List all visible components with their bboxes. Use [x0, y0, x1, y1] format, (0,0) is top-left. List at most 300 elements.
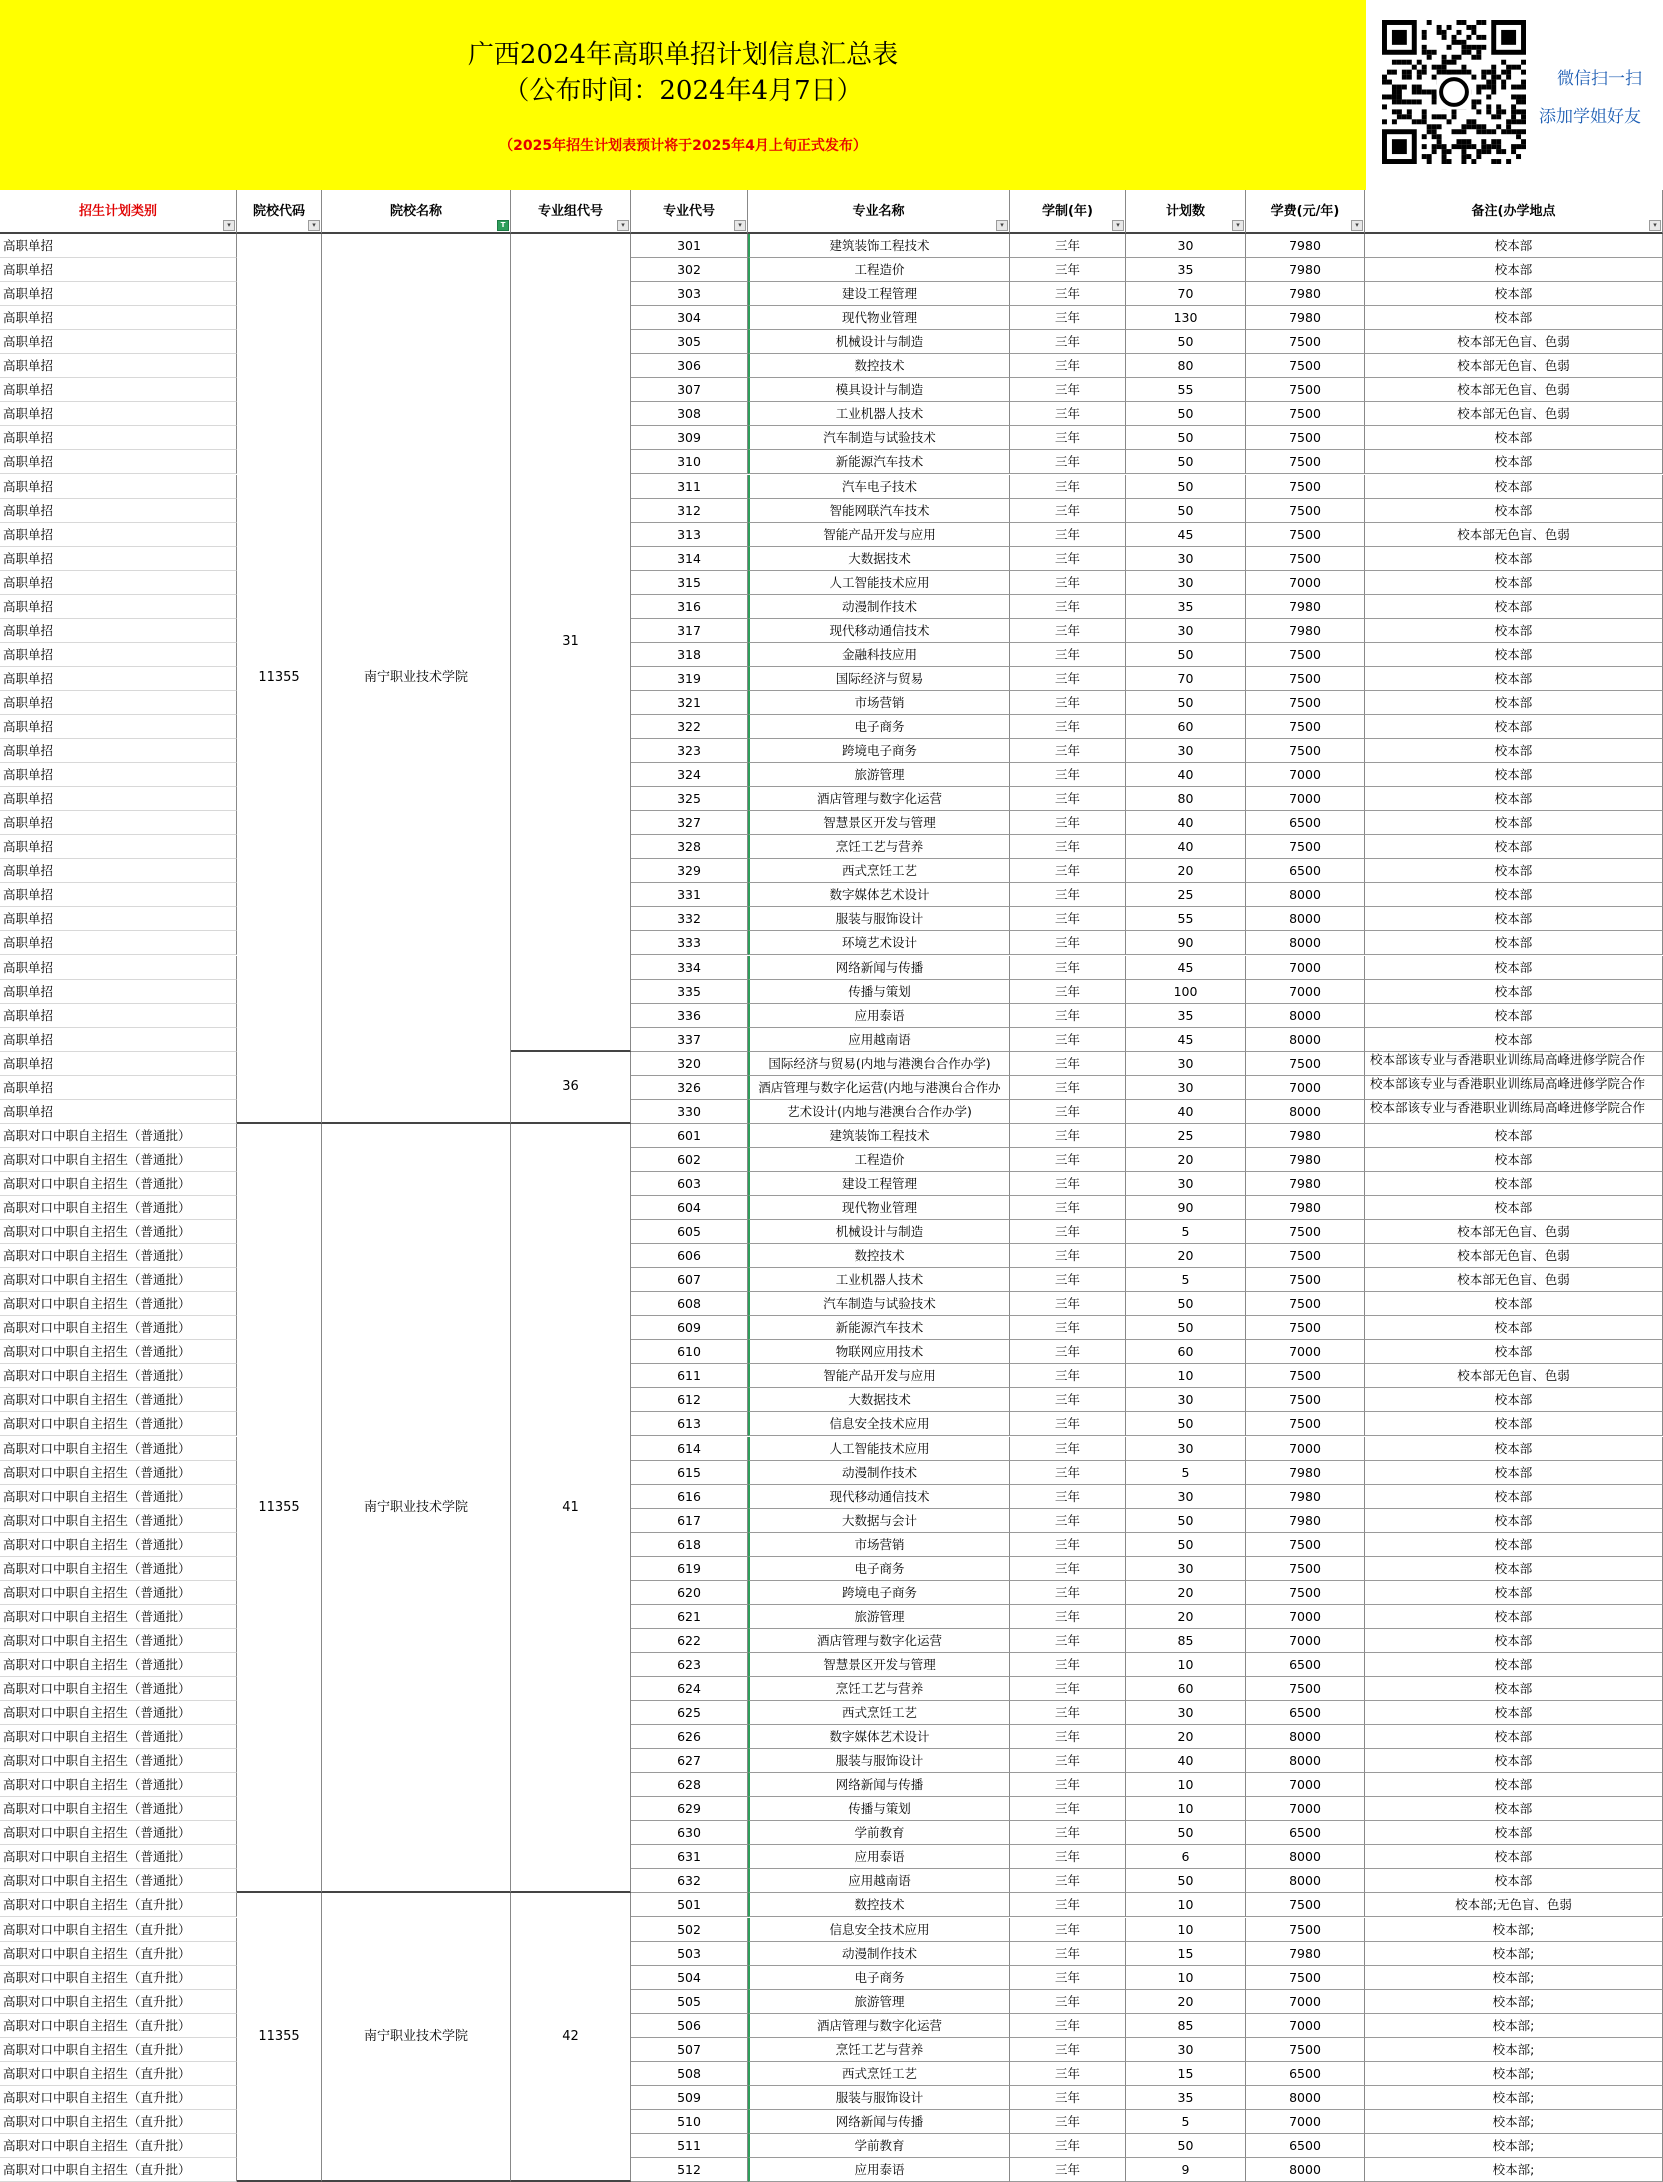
page-title: 广西2024年高职单招计划信息汇总表: [467, 40, 899, 70]
major-name-cell: 市场营销: [748, 691, 1010, 715]
qr-code-icon: [1382, 20, 1526, 164]
group-code-cell: 41: [511, 1124, 631, 1894]
tuition-cell: 7500: [1246, 378, 1365, 402]
remark-cell: 校本部: [1365, 1845, 1663, 1869]
major-code-cell: 337: [631, 1028, 748, 1052]
plan-count-cell: 50: [1126, 330, 1246, 354]
major-code-cell: 306: [631, 354, 748, 378]
tuition-cell: 8000: [1246, 907, 1365, 931]
major-name-cell: 服装与服饰设计: [748, 1749, 1010, 1773]
plan-count-cell: 30: [1126, 739, 1246, 763]
major-name-cell: 建筑装饰工程技术: [748, 1124, 1010, 1148]
plan-count-cell: 50: [1126, 1869, 1246, 1893]
plan-count-cell: 50: [1126, 2134, 1246, 2158]
plan-count-cell: 30: [1126, 1388, 1246, 1412]
remark-cell: 校本部: [1365, 1533, 1663, 1557]
major-code-cell: 611: [631, 1364, 748, 1388]
major-name-cell: 现代物业管理: [748, 306, 1010, 330]
duration-cell: 三年: [1010, 1629, 1126, 1653]
tuition-cell: 7500: [1246, 1581, 1365, 1605]
tuition-cell: 7500: [1246, 1388, 1365, 1412]
plan-category-cell: 高职对口中职自主招生（普通批）: [0, 1701, 237, 1725]
major-name-cell: 大数据与会计: [748, 1509, 1010, 1533]
major-code-cell: 302: [631, 258, 748, 282]
remark-cell: 校本部;: [1365, 2038, 1663, 2062]
remark-cell: 校本部: [1365, 282, 1663, 306]
major-name-cell: 现代移动通信技术: [748, 1485, 1010, 1509]
plan-count-cell: 50: [1126, 1412, 1246, 1436]
remark-cell: 校本部: [1365, 787, 1663, 811]
plan-category-cell: 高职对口中职自主招生（普通批）: [0, 1629, 237, 1653]
major-code-cell: 608: [631, 1292, 748, 1316]
plan-category-cell: 高职对口中职自主招生（普通批）: [0, 1509, 237, 1533]
major-code-cell: 331: [631, 883, 748, 907]
major-name-cell: 市场营销: [748, 1533, 1010, 1557]
plan-count-cell: 10: [1126, 1364, 1246, 1388]
tuition-cell: 7500: [1246, 523, 1365, 547]
plan-count-cell: 130: [1126, 306, 1246, 330]
plan-category-cell: 高职单招: [0, 980, 237, 1004]
school-code-cell: 11355: [237, 1893, 322, 2182]
major-name-cell: 网络新闻与传播: [748, 2110, 1010, 2134]
duration-cell: 三年: [1010, 1918, 1126, 1942]
duration-cell: 三年: [1010, 2134, 1126, 2158]
plan-category-cell: 高职对口中职自主招生（普通批）: [0, 1653, 237, 1677]
plan-category-cell: 高职对口中职自主招生（直升批）: [0, 1918, 237, 1942]
remark-cell: 校本部无色盲、色弱: [1365, 1268, 1663, 1292]
plan-category-cell: 高职单招: [0, 956, 237, 980]
major-name-cell: 工业机器人技术: [748, 402, 1010, 426]
plan-category-cell: 高职单招: [0, 282, 237, 306]
tuition-cell: 7500: [1246, 547, 1365, 571]
tuition-cell: 6500: [1246, 1653, 1365, 1677]
tuition-cell: 7500: [1246, 715, 1365, 739]
plan-count-cell: 55: [1126, 378, 1246, 402]
duration-cell: 三年: [1010, 1942, 1126, 1966]
plan-category-cell: 高职对口中职自主招生（普通批）: [0, 1845, 237, 1869]
remark-cell: 校本部无色盲、色弱: [1365, 354, 1663, 378]
duration-cell: 三年: [1010, 450, 1126, 474]
tuition-cell: 7500: [1246, 1966, 1365, 1990]
plan-category-cell: 高职对口中职自主招生（直升批）: [0, 1966, 237, 1990]
remark-cell: 校本部无色盲、色弱: [1365, 378, 1663, 402]
remark-cell: 校本部该专业与香港职业训练局高峰进修学院合作: [1365, 1100, 1663, 1124]
tuition-cell: 7000: [1246, 1990, 1365, 2014]
remark-cell: 校本部: [1365, 1821, 1663, 1845]
duration-cell: 三年: [1010, 667, 1126, 691]
plan-count-cell: 30: [1126, 234, 1246, 258]
duration-cell: 三年: [1010, 354, 1126, 378]
column-header: 专业代号 ▾: [631, 190, 748, 234]
major-code-cell: 510: [631, 2110, 748, 2134]
duration-cell: 三年: [1010, 715, 1126, 739]
plan-category-cell: 高职单招: [0, 402, 237, 426]
major-code-cell: 620: [631, 1581, 748, 1605]
tuition-cell: 7980: [1246, 258, 1365, 282]
major-code-cell: 606: [631, 1244, 748, 1268]
remark-cell: 校本部无色盲、色弱: [1365, 1220, 1663, 1244]
tuition-cell: 7500: [1246, 643, 1365, 667]
duration-cell: 三年: [1010, 1172, 1126, 1196]
remark-cell: 校本部: [1365, 426, 1663, 450]
duration-cell: 三年: [1010, 475, 1126, 499]
plan-category-cell: 高职单招: [0, 739, 237, 763]
major-name-cell: 应用泰语: [748, 2158, 1010, 2182]
major-name-cell: 旅游管理: [748, 1990, 1010, 2014]
major-code-cell: 310: [631, 450, 748, 474]
remark-cell: 校本部: [1365, 571, 1663, 595]
duration-cell: 三年: [1010, 547, 1126, 571]
plan-category-cell: 高职单招: [0, 330, 237, 354]
tuition-cell: 6500: [1246, 859, 1365, 883]
tuition-cell: 7000: [1246, 2014, 1365, 2038]
tuition-cell: 7000: [1246, 1629, 1365, 1653]
plan-category-cell: 高职单招: [0, 619, 237, 643]
duration-cell: 三年: [1010, 1076, 1126, 1100]
tuition-cell: 7980: [1246, 1461, 1365, 1485]
tuition-cell: 7500: [1246, 1292, 1365, 1316]
major-name-cell: 国际经济与贸易(内地与港澳台合作办学): [748, 1052, 1010, 1076]
remark-cell: 校本部: [1365, 1749, 1663, 1773]
filter-dropdown-icon[interactable]: ▾: [1112, 220, 1124, 231]
major-name-cell: 信息安全技术应用: [748, 1918, 1010, 1942]
duration-cell: 三年: [1010, 1533, 1126, 1557]
plan-category-cell: 高职单招: [0, 571, 237, 595]
group-code-cell: 36: [511, 1052, 631, 1124]
tuition-cell: 7000: [1246, 2110, 1365, 2134]
major-name-cell: 应用越南语: [748, 1869, 1010, 1893]
major-code-cell: 628: [631, 1773, 748, 1797]
plan-category-cell: 高职对口中职自主招生（直升批）: [0, 2062, 237, 2086]
plan-category-cell: 高职对口中职自主招生（普通批）: [0, 1316, 237, 1340]
duration-cell: 三年: [1010, 980, 1126, 1004]
remark-cell: 校本部无色盲、色弱: [1365, 523, 1663, 547]
plan-category-cell: 高职对口中职自主招生（直升批）: [0, 1893, 237, 1917]
tuition-cell: 8000: [1246, 1869, 1365, 1893]
tuition-cell: 6500: [1246, 2062, 1365, 2086]
remark-cell: 校本部无色盲、色弱: [1365, 402, 1663, 426]
duration-cell: 三年: [1010, 378, 1126, 402]
duration-cell: 三年: [1010, 1196, 1126, 1220]
duration-cell: 三年: [1010, 835, 1126, 859]
duration-cell: 三年: [1010, 1100, 1126, 1124]
plan-count-cell: 15: [1126, 2062, 1246, 2086]
major-code-cell: 311: [631, 475, 748, 499]
plan-count-cell: 35: [1126, 258, 1246, 282]
tuition-cell: 7980: [1246, 234, 1365, 258]
major-code-cell: 324: [631, 763, 748, 787]
major-name-cell: 动漫制作技术: [748, 595, 1010, 619]
major-name-cell: 西式烹饪工艺: [748, 2062, 1010, 2086]
duration-cell: 三年: [1010, 571, 1126, 595]
plan-count-cell: 70: [1126, 282, 1246, 306]
major-name-cell: 新能源汽车技术: [748, 450, 1010, 474]
duration-cell: 三年: [1010, 787, 1126, 811]
tuition-cell: 8000: [1246, 2158, 1365, 2182]
major-code-cell: 322: [631, 715, 748, 739]
tuition-cell: 7980: [1246, 595, 1365, 619]
duration-cell: 三年: [1010, 2158, 1126, 2182]
school-name-cell: 南宁职业技术学院: [322, 1124, 511, 1894]
duration-cell: 三年: [1010, 2014, 1126, 2038]
remark-cell: 校本部;: [1365, 2086, 1663, 2110]
plan-count-cell: 50: [1126, 1821, 1246, 1845]
remark-cell: 校本部: [1365, 1148, 1663, 1172]
remark-cell: 校本部: [1365, 1340, 1663, 1364]
major-name-cell: 物联网应用技术: [748, 1340, 1010, 1364]
plan-count-cell: 80: [1126, 787, 1246, 811]
major-code-cell: 503: [631, 1942, 748, 1966]
plan-count-cell: 35: [1126, 2086, 1246, 2110]
plan-category-cell: 高职单招: [0, 763, 237, 787]
tuition-cell: 7500: [1246, 1268, 1365, 1292]
major-code-cell: 629: [631, 1797, 748, 1821]
filter-dropdown-icon[interactable]: T: [497, 220, 509, 231]
filter-dropdown-icon[interactable]: ▾: [223, 220, 235, 231]
remark-cell: 校本部: [1365, 859, 1663, 883]
duration-cell: 三年: [1010, 1244, 1126, 1268]
major-name-cell: 人工智能技术应用: [748, 571, 1010, 595]
remark-cell: 校本部: [1365, 1725, 1663, 1749]
plan-count-cell: 40: [1126, 811, 1246, 835]
plan-count-cell: 10: [1126, 1773, 1246, 1797]
duration-cell: 三年: [1010, 1485, 1126, 1509]
duration-cell: 三年: [1010, 1821, 1126, 1845]
notice-text: （2025年招生计划表预计将于2025年4月上旬正式发布）: [499, 138, 867, 154]
remark-cell: 校本部;: [1365, 2158, 1663, 2182]
column-header: 专业名称 ▾: [748, 190, 1010, 234]
plan-category-cell: 高职对口中职自主招生（普通批）: [0, 1485, 237, 1509]
duration-cell: 三年: [1010, 1605, 1126, 1629]
major-name-cell: 酒店管理与数字化运营: [748, 1629, 1010, 1653]
plan-category-cell: 高职单招: [0, 475, 237, 499]
plan-category-cell: 高职对口中职自主招生（直升批）: [0, 1942, 237, 1966]
tuition-cell: 7500: [1246, 330, 1365, 354]
tuition-cell: 7980: [1246, 1124, 1365, 1148]
major-name-cell: 汽车制造与试验技术: [748, 426, 1010, 450]
tuition-cell: 6500: [1246, 1701, 1365, 1725]
major-name-cell: 智慧景区开发与管理: [748, 1653, 1010, 1677]
tuition-cell: 7000: [1246, 1773, 1365, 1797]
major-name-cell: 传播与策划: [748, 1797, 1010, 1821]
plan-category-cell: 高职单招: [0, 426, 237, 450]
filter-dropdown-icon[interactable]: ▾: [734, 220, 746, 231]
remark-cell: 校本部: [1365, 956, 1663, 980]
major-name-cell: 现代物业管理: [748, 1196, 1010, 1220]
duration-cell: 三年: [1010, 234, 1126, 258]
plan-count-cell: 20: [1126, 1725, 1246, 1749]
plan-category-cell: 高职单招: [0, 667, 237, 691]
major-name-cell: 旅游管理: [748, 763, 1010, 787]
tuition-cell: 7000: [1246, 1797, 1365, 1821]
plan-count-cell: 35: [1126, 595, 1246, 619]
plan-count-cell: 30: [1126, 1485, 1246, 1509]
tuition-cell: 8000: [1246, 883, 1365, 907]
duration-cell: 三年: [1010, 1412, 1126, 1436]
tuition-cell: 7500: [1246, 354, 1365, 378]
filter-dropdown-icon[interactable]: ▾: [1351, 220, 1363, 231]
remark-cell: 校本部: [1365, 1605, 1663, 1629]
remark-cell: 校本部: [1365, 980, 1663, 1004]
plan-count-cell: 50: [1126, 643, 1246, 667]
major-code-cell: 336: [631, 1004, 748, 1028]
duration-cell: 三年: [1010, 1268, 1126, 1292]
plan-count-cell: 30: [1126, 1557, 1246, 1581]
column-header: 备注(办学地点 ▾: [1365, 190, 1663, 234]
plan-count-cell: 50: [1126, 426, 1246, 450]
filter-dropdown-icon[interactable]: ▾: [308, 220, 320, 231]
major-name-cell: 大数据技术: [748, 1388, 1010, 1412]
duration-cell: 三年: [1010, 739, 1126, 763]
major-name-cell: 网络新闻与传播: [748, 1773, 1010, 1797]
plan-category-cell: 高职对口中职自主招生（普通批）: [0, 1196, 237, 1220]
filter-dropdown-icon[interactable]: ▾: [617, 220, 629, 231]
major-name-cell: 建设工程管理: [748, 1172, 1010, 1196]
major-name-cell: 模具设计与制造: [748, 378, 1010, 402]
remark-cell: 校本部: [1365, 667, 1663, 691]
title-banner: [0, 0, 1366, 191]
major-name-cell: 工程造价: [748, 1148, 1010, 1172]
duration-cell: 三年: [1010, 1557, 1126, 1581]
plan-count-cell: 30: [1126, 1701, 1246, 1725]
tuition-cell: 7500: [1246, 402, 1365, 426]
plan-category-cell: 高职单招: [0, 1004, 237, 1028]
plan-count-cell: 45: [1126, 1028, 1246, 1052]
duration-cell: 三年: [1010, 931, 1126, 955]
duration-cell: 三年: [1010, 1316, 1126, 1340]
duration-cell: 三年: [1010, 1509, 1126, 1533]
major-code-cell: 616: [631, 1485, 748, 1509]
major-name-cell: 新能源汽车技术: [748, 1316, 1010, 1340]
remark-cell: 校本部: [1365, 1316, 1663, 1340]
plan-category-cell: 高职对口中职自主招生（普通批）: [0, 1677, 237, 1701]
plan-category-cell: 高职单招: [0, 1052, 237, 1076]
duration-cell: 三年: [1010, 1966, 1126, 1990]
remark-cell: 校本部;: [1365, 2014, 1663, 2038]
tuition-cell: 6500: [1246, 811, 1365, 835]
plan-category-cell: 高职对口中职自主招生（直升批）: [0, 2134, 237, 2158]
major-code-cell: 617: [631, 1509, 748, 1533]
duration-cell: 三年: [1010, 306, 1126, 330]
column-header: 学制(年) ▾: [1010, 190, 1126, 234]
remark-cell: 校本部: [1365, 1509, 1663, 1533]
tuition-cell: 8000: [1246, 2086, 1365, 2110]
remark-cell: 校本部: [1365, 811, 1663, 835]
duration-cell: 三年: [1010, 1052, 1126, 1076]
major-code-cell: 621: [631, 1605, 748, 1629]
plan-category-cell: 高职对口中职自主招生（直升批）: [0, 2038, 237, 2062]
plan-count-cell: 30: [1126, 1076, 1246, 1100]
plan-category-cell: 高职单招: [0, 354, 237, 378]
tuition-cell: 7500: [1246, 691, 1365, 715]
filter-dropdown-icon[interactable]: ▾: [1232, 220, 1244, 231]
school-name-cell: 南宁职业技术学院: [322, 234, 511, 1124]
remark-cell: 校本部: [1365, 1028, 1663, 1052]
plan-category-cell: 高职对口中职自主招生（普通批）: [0, 1749, 237, 1773]
major-code-cell: 602: [631, 1148, 748, 1172]
tuition-cell: 7980: [1246, 282, 1365, 306]
tuition-cell: 7000: [1246, 787, 1365, 811]
duration-cell: 三年: [1010, 402, 1126, 426]
remark-cell: 校本部;无色盲、色弱: [1365, 1893, 1663, 1917]
major-name-cell: 跨境电子商务: [748, 1581, 1010, 1605]
plan-count-cell: 45: [1126, 956, 1246, 980]
major-code-cell: 312: [631, 499, 748, 523]
plan-count-cell: 80: [1126, 354, 1246, 378]
remark-cell: 校本部: [1365, 1437, 1663, 1461]
duration-cell: 三年: [1010, 1461, 1126, 1485]
remark-cell: 校本部;: [1365, 1918, 1663, 1942]
major-code-cell: 307: [631, 378, 748, 402]
remark-cell: 校本部无色盲、色弱: [1365, 1244, 1663, 1268]
duration-cell: 三年: [1010, 595, 1126, 619]
plan-count-cell: 50: [1126, 1316, 1246, 1340]
duration-cell: 三年: [1010, 1990, 1126, 2014]
duration-cell: 三年: [1010, 1388, 1126, 1412]
plan-category-cell: 高职对口中职自主招生（普通批）: [0, 1172, 237, 1196]
plan-count-cell: 5: [1126, 1461, 1246, 1485]
filter-dropdown-icon[interactable]: ▾: [996, 220, 1008, 231]
tuition-cell: 7000: [1246, 763, 1365, 787]
wechat-scan-label: 微信扫一扫: [1557, 69, 1642, 89]
major-code-cell: 328: [631, 835, 748, 859]
tuition-cell: 8000: [1246, 1100, 1365, 1124]
major-code-cell: 603: [631, 1172, 748, 1196]
remark-cell: 校本部: [1365, 595, 1663, 619]
major-name-cell: 国际经济与贸易: [748, 667, 1010, 691]
tuition-cell: 7980: [1246, 1485, 1365, 1509]
plan-category-cell: 高职对口中职自主招生（普通批）: [0, 1605, 237, 1629]
tuition-cell: 7980: [1246, 1172, 1365, 1196]
plan-category-cell: 高职对口中职自主招生（普通批）: [0, 1773, 237, 1797]
plan-count-cell: 25: [1126, 883, 1246, 907]
major-code-cell: 334: [631, 956, 748, 980]
remark-cell: 校本部: [1365, 715, 1663, 739]
tuition-cell: 8000: [1246, 1004, 1365, 1028]
duration-cell: 三年: [1010, 1220, 1126, 1244]
duration-cell: 三年: [1010, 811, 1126, 835]
major-code-cell: 612: [631, 1388, 748, 1412]
plan-category-cell: 高职单招: [0, 859, 237, 883]
filter-dropdown-icon[interactable]: ▾: [1649, 220, 1661, 231]
remark-cell: 校本部: [1365, 234, 1663, 258]
plan-count-cell: 50: [1126, 450, 1246, 474]
duration-cell: 三年: [1010, 643, 1126, 667]
duration-cell: 三年: [1010, 1437, 1126, 1461]
tuition-cell: 7980: [1246, 1942, 1365, 1966]
duration-cell: 三年: [1010, 1364, 1126, 1388]
major-code-cell: 316: [631, 595, 748, 619]
duration-cell: 三年: [1010, 2086, 1126, 2110]
major-name-cell: 西式烹饪工艺: [748, 859, 1010, 883]
plan-category-cell: 高职单招: [0, 811, 237, 835]
duration-cell: 三年: [1010, 1701, 1126, 1725]
plan-count-cell: 6: [1126, 1845, 1246, 1869]
plan-category-cell: 高职单招: [0, 595, 237, 619]
plan-count-cell: 30: [1126, 619, 1246, 643]
plan-category-cell: 高职对口中职自主招生（普通批）: [0, 1725, 237, 1749]
plan-category-cell: 高职单招: [0, 787, 237, 811]
duration-cell: 三年: [1010, 1893, 1126, 1917]
plan-count-cell: 5: [1126, 1268, 1246, 1292]
major-code-cell: 506: [631, 2014, 748, 2038]
plan-category-cell: 高职对口中职自主招生（直升批）: [0, 2014, 237, 2038]
major-name-cell: 汽车电子技术: [748, 475, 1010, 499]
major-name-cell: 传播与策划: [748, 980, 1010, 1004]
major-name-cell: 网络新闻与传播: [748, 956, 1010, 980]
plan-count-cell: 60: [1126, 715, 1246, 739]
major-code-cell: 624: [631, 1677, 748, 1701]
